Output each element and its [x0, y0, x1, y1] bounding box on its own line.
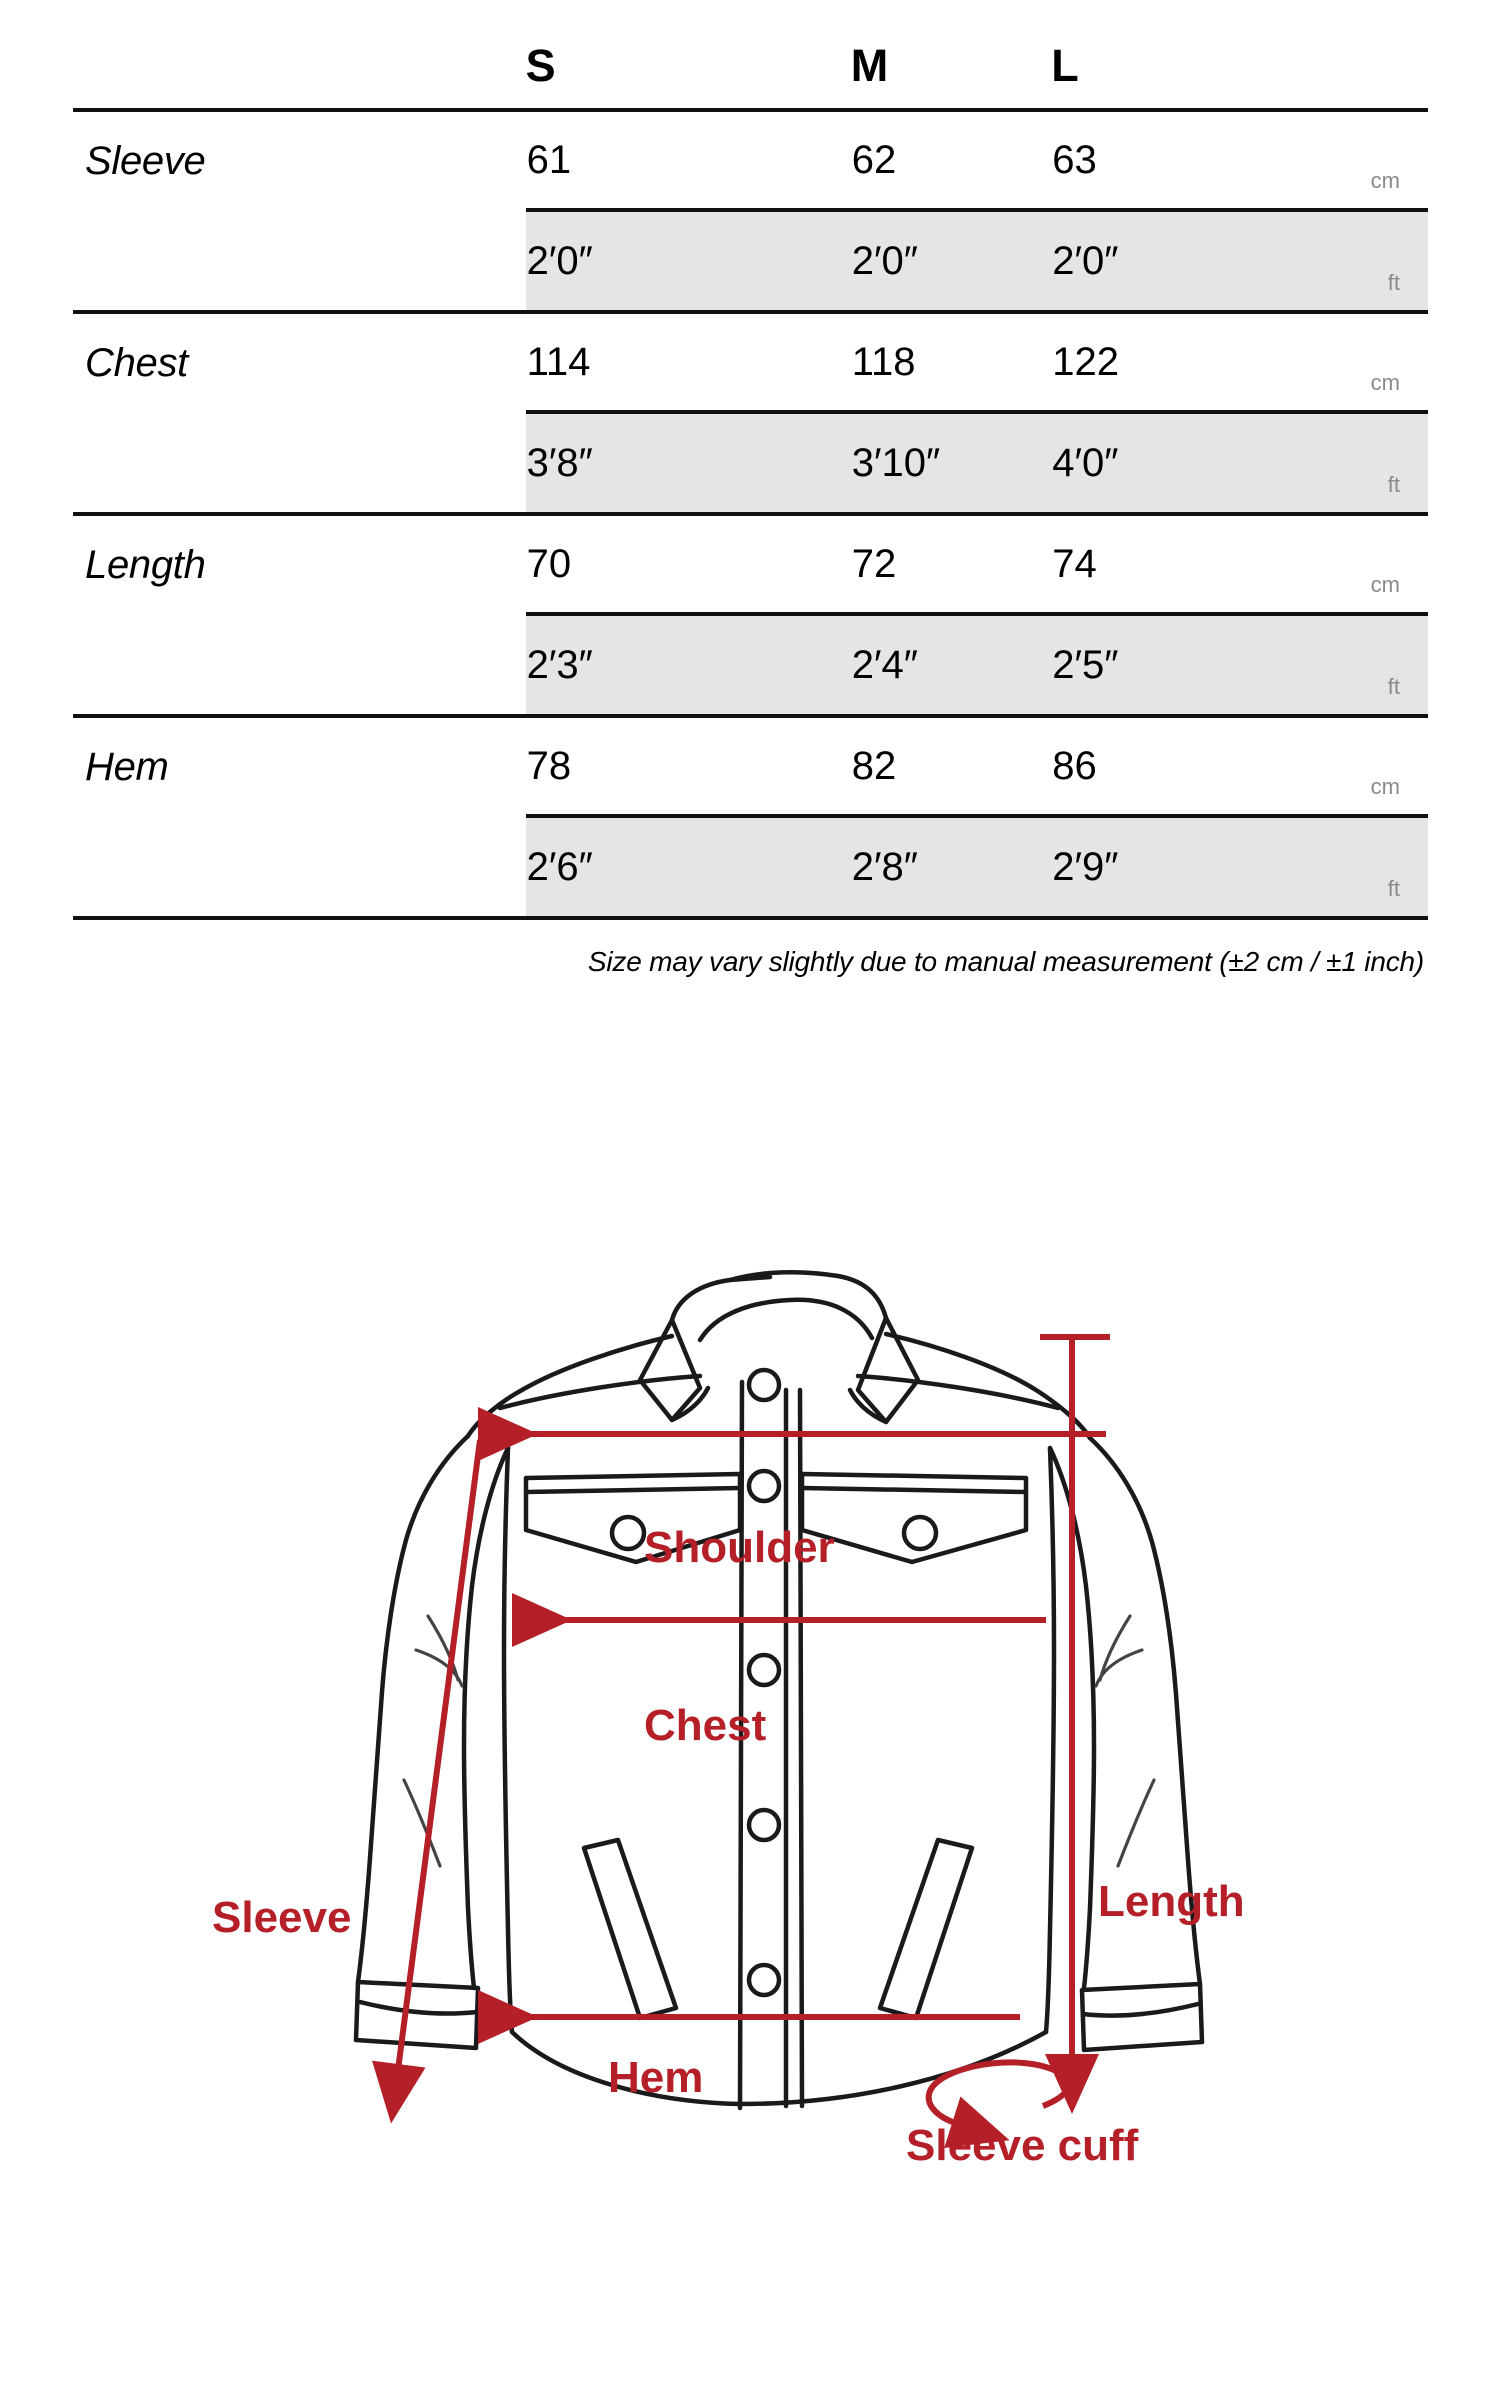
row-label-spacer — [73, 816, 526, 918]
button-chest — [749, 1471, 779, 1501]
table-row — [73, 514, 1428, 614]
cell-sleeve-ft-s: 2′0″ — [526, 210, 851, 312]
unit-label-cm: cm — [1252, 716, 1428, 816]
shoulder-label: Shoulder — [644, 1523, 835, 1572]
unit-label-cm: cm — [1252, 312, 1428, 412]
cell-length-cm-m: 72 — [851, 514, 1052, 614]
unit-label-ft: ft — [1252, 412, 1428, 514]
cell-hem-cm-l: 86 — [1051, 716, 1252, 816]
cell-chest-cm-m: 118 — [851, 312, 1052, 412]
unit-label-ft: ft — [1252, 816, 1428, 918]
cell-sleeve-cm-s: 61 — [526, 110, 851, 210]
cell-chest-ft-s: 3′8″ — [526, 412, 851, 514]
jacket-buttons — [612, 1370, 936, 1995]
jacket-measurement-diagram — [0, 1240, 1500, 2370]
cell-sleeve-cm-l: 63 — [1051, 110, 1252, 210]
length-label: Length — [1098, 1877, 1245, 1926]
cell-length-cm-s: 70 — [526, 514, 851, 614]
cell-chest-ft-m: 3′10″ — [851, 412, 1052, 514]
sleeve-measure-arrow — [398, 1440, 480, 2070]
unit-label-ft: ft — [1252, 210, 1428, 312]
cell-chest-cm-s: 114 — [526, 312, 851, 412]
button-collar — [749, 1370, 779, 1400]
table-row — [73, 412, 1428, 514]
cell-sleeve-ft-m: 2′0″ — [851, 210, 1052, 312]
table-row — [73, 312, 1428, 412]
hem-label: Hem — [608, 2053, 704, 2102]
size-chart-table-container — [73, 40, 1428, 978]
row-label-hem: Hem — [73, 716, 526, 816]
sleeve-cuff-loop-arrow — [929, 2062, 1068, 2124]
size-table — [73, 40, 1428, 920]
cell-hem-ft-s: 2′6″ — [526, 816, 851, 918]
cell-hem-cm-s: 78 — [526, 716, 851, 816]
column-header-measure — [73, 40, 526, 110]
column-header-m: M — [850, 40, 888, 91]
column-header-l: L — [1051, 40, 1079, 91]
cell-length-ft-s: 2′3″ — [526, 614, 851, 716]
button-mid — [749, 1810, 779, 1840]
cell-chest-cm-l: 122 — [1051, 312, 1252, 412]
row-label-spacer — [73, 412, 526, 514]
sleeve-cuff-label: Sleeve cuff — [906, 2121, 1139, 2170]
row-label-spacer — [73, 614, 526, 716]
table-row — [73, 614, 1428, 716]
cell-sleeve-cm-m: 62 — [851, 110, 1052, 210]
cell-length-ft-l: 2′5″ — [1051, 614, 1252, 716]
unit-label-ft: ft — [1252, 614, 1428, 716]
table-header-row — [73, 40, 1428, 110]
unit-label-cm: cm — [1252, 110, 1428, 210]
row-label-sleeve: Sleeve — [73, 110, 526, 210]
cell-chest-ft-l: 4′0″ — [1051, 412, 1252, 514]
row-label-spacer — [73, 210, 526, 312]
button-lower — [749, 1965, 779, 1995]
cell-length-ft-m: 2′4″ — [851, 614, 1052, 716]
button-pocket-right — [904, 1517, 936, 1549]
column-header-s: S — [525, 40, 556, 91]
cell-hem-ft-m: 2′8″ — [851, 816, 1052, 918]
chest-label: Chest — [644, 1701, 767, 1750]
table-row — [73, 210, 1428, 312]
unit-label-cm: cm — [1252, 514, 1428, 614]
row-label-length: Length — [73, 514, 526, 614]
table-bottom-border — [73, 918, 1428, 920]
cell-length-cm-l: 74 — [1051, 514, 1252, 614]
cell-hem-cm-m: 82 — [851, 716, 1052, 816]
button-pocket-left — [612, 1517, 644, 1549]
row-label-chest: Chest — [73, 312, 526, 412]
table-row — [73, 816, 1428, 918]
column-header-unit — [1252, 40, 1428, 110]
cell-hem-ft-l: 2′9″ — [1051, 816, 1252, 918]
measurement-disclaimer: Size may vary slightly due to manual measurement (±2 cm / ±1 inch) — [587, 946, 1424, 977]
table-row — [73, 110, 1428, 210]
button-upper-mid — [749, 1655, 779, 1685]
table-row — [73, 716, 1428, 816]
sleeve-label: Sleeve — [212, 1893, 352, 1942]
cell-sleeve-ft-l: 2′0″ — [1051, 210, 1252, 312]
